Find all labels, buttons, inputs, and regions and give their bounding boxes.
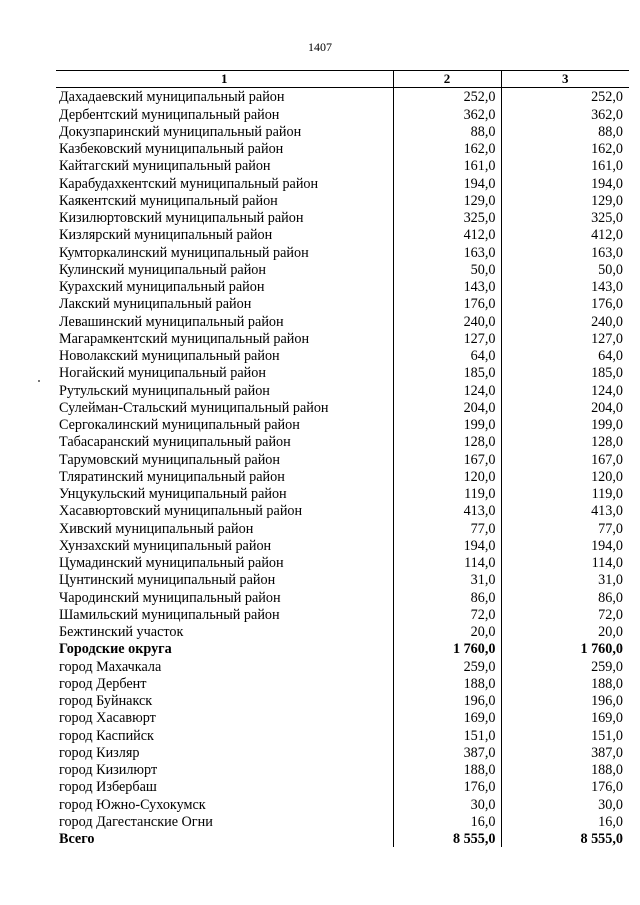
row-value-col2: 64,0: [393, 347, 501, 364]
row-name: город Каспийск: [59, 727, 154, 744]
row-value-col3: 188,0: [501, 675, 629, 692]
row-name: Карабудахкентский муниципальный район: [59, 175, 319, 192]
row-name: Хунзахский муниципальный район: [59, 537, 272, 554]
row-value-col2: 252,0: [393, 88, 501, 106]
table-row: [56, 761, 629, 778]
row-name: Тляратинский муниципальный район: [59, 468, 285, 485]
table-row: [56, 692, 629, 709]
row-value-col3: 252,0: [501, 88, 629, 106]
table-row: [56, 433, 629, 450]
row-value-col3: 1 760,0: [501, 640, 629, 657]
row-value-col3: 151,0: [501, 726, 629, 743]
row-value-col3: 30,0: [501, 795, 629, 812]
row-name: Сулейман-Стальский муниципальный район: [59, 399, 329, 416]
row-name: Рутульский муниципальный район: [59, 382, 270, 399]
row-name: город Избербаш: [59, 779, 157, 796]
row-value-col2: 163,0: [393, 243, 501, 260]
allocation-table: [56, 70, 629, 847]
row-value-col3: 143,0: [501, 278, 629, 295]
row-value-col3: 325,0: [501, 209, 629, 226]
row-value-col2: 259,0: [393, 657, 501, 674]
row-name: Городские округа: [59, 641, 172, 658]
row-value-col2: 128,0: [393, 433, 501, 450]
row-name: Лакский муниципальный район: [59, 296, 252, 313]
table-row: [56, 571, 629, 588]
row-value-col3: 176,0: [501, 778, 629, 795]
row-value-col3: 50,0: [501, 261, 629, 278]
row-value-col2: 129,0: [393, 192, 501, 209]
row-value-col2: 185,0: [393, 364, 501, 381]
row-name: Чародинский муниципальный район: [59, 589, 281, 606]
table-row: [56, 744, 629, 761]
row-value-col3: 120,0: [501, 468, 629, 485]
table-row: [56, 140, 629, 157]
row-value-col2: 124,0: [393, 381, 501, 398]
row-name: Новолакский муниципальный район: [59, 348, 280, 364]
row-name: Кулинский муниципальный район: [59, 261, 266, 278]
row-value-col3: 88,0: [501, 123, 629, 140]
row-name: город Буйнакск: [59, 693, 153, 709]
row-name: Цунтинский муниципальный район: [59, 572, 276, 589]
table-row: [56, 485, 629, 502]
row-value-col2: 86,0: [393, 588, 501, 605]
row-value-col2: 196,0: [393, 692, 501, 709]
row-value-col2: 16,0: [393, 813, 501, 830]
table-row: [56, 295, 629, 312]
table-row: [56, 830, 629, 847]
table-row: [56, 330, 629, 347]
table-row: [56, 192, 629, 209]
table-row: [56, 209, 629, 226]
row-value-col2: 194,0: [393, 537, 501, 554]
table-row: [56, 726, 629, 743]
row-value-col3: 194,0: [501, 537, 629, 554]
row-name: Кайтагский муниципальный район: [59, 158, 271, 175]
row-value-col2: 30,0: [393, 795, 501, 812]
row-value-col3: 196,0: [501, 692, 629, 709]
row-value-col2: 88,0: [393, 123, 501, 140]
row-name: город Кизляр: [59, 744, 140, 761]
row-name: Курахский муниципальный район: [59, 279, 265, 295]
row-name: город Хасавюрт: [59, 710, 156, 727]
table-row: [56, 105, 629, 122]
row-name: город Дербент: [59, 675, 147, 692]
table-row: [56, 312, 629, 329]
row-value-col3: 64,0: [501, 347, 629, 364]
table-row: [56, 675, 629, 692]
table-row: [56, 795, 629, 812]
row-value-col3: 163,0: [501, 243, 629, 260]
row-name: Дахадаевский муниципальный район: [59, 89, 285, 106]
row-value-col2: 120,0: [393, 468, 501, 485]
row-value-col3: 194,0: [501, 174, 629, 191]
row-value-col2: 20,0: [393, 623, 501, 640]
row-name: Каякентский муниципальный район: [59, 192, 278, 209]
row-name: Шамильский муниципальный район: [59, 606, 280, 623]
row-value-col3: 412,0: [501, 226, 629, 243]
row-name: Кумторкалинский муниципальный район: [59, 244, 309, 261]
row-value-col3: 169,0: [501, 709, 629, 726]
table-row: [56, 519, 629, 536]
row-value-col2: 114,0: [393, 554, 501, 571]
row-value-col2: 119,0: [393, 485, 501, 502]
row-value-col2: 167,0: [393, 450, 501, 467]
row-value-col3: 16,0: [501, 813, 629, 830]
row-value-col3: 114,0: [501, 554, 629, 571]
row-value-col3: 127,0: [501, 330, 629, 347]
row-value-col3: 162,0: [501, 140, 629, 157]
row-name: Всего: [59, 831, 95, 847]
page-number: 1407: [308, 40, 332, 54]
row-value-col3: 161,0: [501, 157, 629, 174]
row-name: Казбековский муниципальный район: [59, 141, 284, 157]
row-value-col2: 169,0: [393, 709, 501, 726]
row-value-col2: 387,0: [393, 744, 501, 761]
table-row: [56, 416, 629, 433]
table-row: [56, 278, 629, 295]
row-name: Хивский муниципальный район: [59, 520, 254, 537]
row-value-col3: 167,0: [501, 450, 629, 467]
row-name: Цумадинский муниципальный район: [59, 555, 284, 571]
table-row: [56, 623, 629, 640]
table-row: [56, 174, 629, 191]
row-name: Дербентский муниципальный район: [59, 106, 280, 123]
row-name: Левашинский муниципальный район: [59, 313, 284, 330]
row-value-col2: 162,0: [393, 140, 501, 157]
row-value-col2: 199,0: [393, 416, 501, 433]
column-header-3: 3: [501, 71, 629, 88]
row-value-col3: 240,0: [501, 312, 629, 329]
row-name: Бежтинский участок: [59, 624, 184, 640]
row-value-col3: 413,0: [501, 502, 629, 519]
table-row: [56, 88, 629, 106]
table-row: [56, 261, 629, 278]
row-value-col2: 240,0: [393, 312, 501, 329]
row-name: Унцукульский муниципальный район: [59, 486, 287, 502]
margin-mark: [38, 380, 40, 382]
table-row: [56, 554, 629, 571]
row-name: Табасаранский муниципальный район: [59, 434, 291, 451]
row-value-col3: 387,0: [501, 744, 629, 761]
table-row: [56, 468, 629, 485]
row-name: Ногайский муниципальный район: [59, 365, 266, 382]
table-row: [56, 778, 629, 795]
table-row: [56, 537, 629, 554]
table-row: [56, 243, 629, 260]
row-value-col2: 176,0: [393, 778, 501, 795]
table-row: [56, 588, 629, 605]
table-row: [56, 657, 629, 674]
row-value-col2: 127,0: [393, 330, 501, 347]
row-value-col3: 362,0: [501, 105, 629, 122]
row-value-col2: 176,0: [393, 295, 501, 312]
row-name: Тарумовский муниципальный район: [59, 451, 280, 468]
table-body: [56, 88, 629, 848]
row-value-col3: 128,0: [501, 433, 629, 450]
row-value-col3: 119,0: [501, 485, 629, 502]
row-value-col3: 199,0: [501, 416, 629, 433]
row-value-col3: 86,0: [501, 588, 629, 605]
row-value-col3: 8 555,0: [501, 830, 629, 847]
row-value-col2: 151,0: [393, 726, 501, 743]
column-header-1: 1: [56, 71, 393, 88]
table-row: [56, 347, 629, 364]
row-value-col3: 77,0: [501, 519, 629, 536]
table-row: [56, 123, 629, 140]
row-name: Хасавюртовский муниципальный район: [59, 503, 303, 520]
row-name: город Южно-Сухокумск: [59, 796, 206, 813]
row-value-col2: 143,0: [393, 278, 501, 295]
row-value-col2: 412,0: [393, 226, 501, 243]
row-name: город Дагестанские Огни: [59, 813, 213, 830]
row-value-col2: 77,0: [393, 519, 501, 536]
row-value-col3: 20,0: [501, 623, 629, 640]
column-header-2: 2: [393, 71, 501, 88]
row-name: Магарамкентский муниципальный район: [59, 330, 310, 347]
table-row: [56, 226, 629, 243]
table-row: [56, 381, 629, 398]
table-row: [56, 450, 629, 467]
row-value-col2: 188,0: [393, 675, 501, 692]
row-value-col3: 124,0: [501, 381, 629, 398]
row-value-col2: 413,0: [393, 502, 501, 519]
row-name: Докузпаринский муниципальный район: [59, 123, 302, 140]
row-value-col2: 188,0: [393, 761, 501, 778]
row-value-col2: 325,0: [393, 209, 501, 226]
row-name: город Махачкала: [59, 658, 162, 675]
row-value-col3: 204,0: [501, 399, 629, 416]
row-value-col2: 161,0: [393, 157, 501, 174]
row-value-col2: 204,0: [393, 399, 501, 416]
row-value-col2: 72,0: [393, 606, 501, 623]
table-row: [56, 606, 629, 623]
row-name: Кизлярский муниципальный район: [59, 227, 273, 244]
table-row: [56, 364, 629, 381]
row-value-col2: 8 555,0: [393, 830, 501, 847]
row-value-col3: 259,0: [501, 657, 629, 674]
table-row: [56, 640, 629, 657]
row-value-col2: 1 760,0: [393, 640, 501, 657]
row-value-col3: 31,0: [501, 571, 629, 588]
row-name: Сергокалинский муниципальный район: [59, 417, 300, 433]
row-value-col3: 176,0: [501, 295, 629, 312]
row-value-col2: 362,0: [393, 105, 501, 122]
table-row: [56, 399, 629, 416]
row-value-col2: 194,0: [393, 174, 501, 191]
row-value-col3: 72,0: [501, 606, 629, 623]
row-value-col3: 188,0: [501, 761, 629, 778]
row-value-col3: 129,0: [501, 192, 629, 209]
table-row: [56, 813, 629, 830]
table-row: [56, 157, 629, 174]
table-header-row: [56, 71, 629, 88]
table-row: [56, 709, 629, 726]
row-name: Кизилюртовский муниципальный район: [59, 210, 304, 226]
row-value-col2: 31,0: [393, 571, 501, 588]
row-name: город Кизилюрт: [59, 762, 158, 778]
row-value-col3: 185,0: [501, 364, 629, 381]
table-row: [56, 502, 629, 519]
row-value-col2: 50,0: [393, 261, 501, 278]
